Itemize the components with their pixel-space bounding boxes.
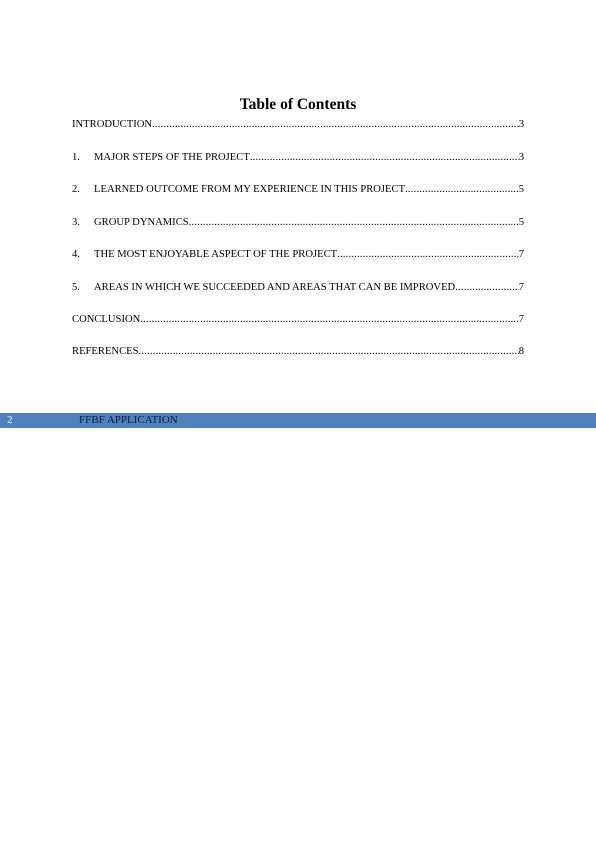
toc-title: Table of Contents	[239, 96, 357, 113]
toc-entry-major-steps[interactable]	[72, 151, 524, 165]
toc-entry-number: 4.	[72, 249, 80, 260]
toc-entry-number: 3.	[72, 217, 80, 228]
toc-entry-page: 3	[518, 152, 524, 163]
toc-entry-areas-succeeded[interactable]	[72, 281, 524, 295]
footer-title: FFBF APPLICATION	[79, 414, 178, 426]
toc-entry-label: LEARNED OUTCOME FROM MY EXPERIENCE IN THIS PROJECT	[94, 184, 406, 195]
toc-entry-label: THE MOST ENJOYABLE ASPECT OF THE PROJECT	[94, 249, 338, 260]
toc-entry-page: 8	[518, 346, 524, 357]
toc-entry-label: AREAS IN WHICH WE SUCCEEDED AND AREAS THAT CAN BE IMPROVED	[94, 282, 456, 293]
toc-entry-page: 7	[518, 282, 524, 293]
toc-entry-page: 7	[518, 249, 524, 260]
toc-dot-leader	[455, 281, 519, 295]
toc-dot-leader	[152, 118, 519, 132]
toc-entry-most-enjoyable[interactable]	[72, 248, 524, 262]
toc-entry-page: 5	[518, 184, 524, 195]
toc-entry-number: 5.	[72, 282, 80, 293]
toc-entry-label: INTRODUCTION	[72, 119, 153, 130]
footer-page-number: 2	[7, 414, 13, 426]
toc-entry-label: REFERENCES	[72, 346, 139, 357]
toc-dot-leader	[140, 313, 518, 327]
toc-dot-leader	[337, 248, 519, 262]
toc-entry-introduction[interactable]	[72, 118, 524, 132]
toc-entry-label: GROUP DYNAMICS	[94, 217, 189, 228]
footer-band	[0, 413, 596, 428]
toc-entry-label: MAJOR STEPS OF THE PROJECT	[94, 152, 250, 163]
toc-entry-number: 2.	[72, 184, 80, 195]
toc-dot-leader	[250, 151, 519, 165]
toc-dot-leader	[189, 216, 519, 230]
toc-dot-leader	[405, 183, 519, 197]
toc-entry-label: CONCLUSION	[72, 314, 141, 325]
toc-entry-page: 3	[518, 119, 524, 130]
toc-entry-learned-outcome[interactable]	[72, 183, 524, 197]
toc-entry-page: 7	[518, 314, 524, 325]
toc-dot-leader	[139, 345, 519, 359]
toc-entry-page: 5	[518, 217, 524, 228]
toc-entry-references[interactable]	[72, 345, 524, 359]
toc-entry-number: 1.	[72, 152, 80, 163]
toc-entry-group-dynamics[interactable]	[72, 216, 524, 230]
toc-entry-conclusion[interactable]	[72, 313, 524, 327]
